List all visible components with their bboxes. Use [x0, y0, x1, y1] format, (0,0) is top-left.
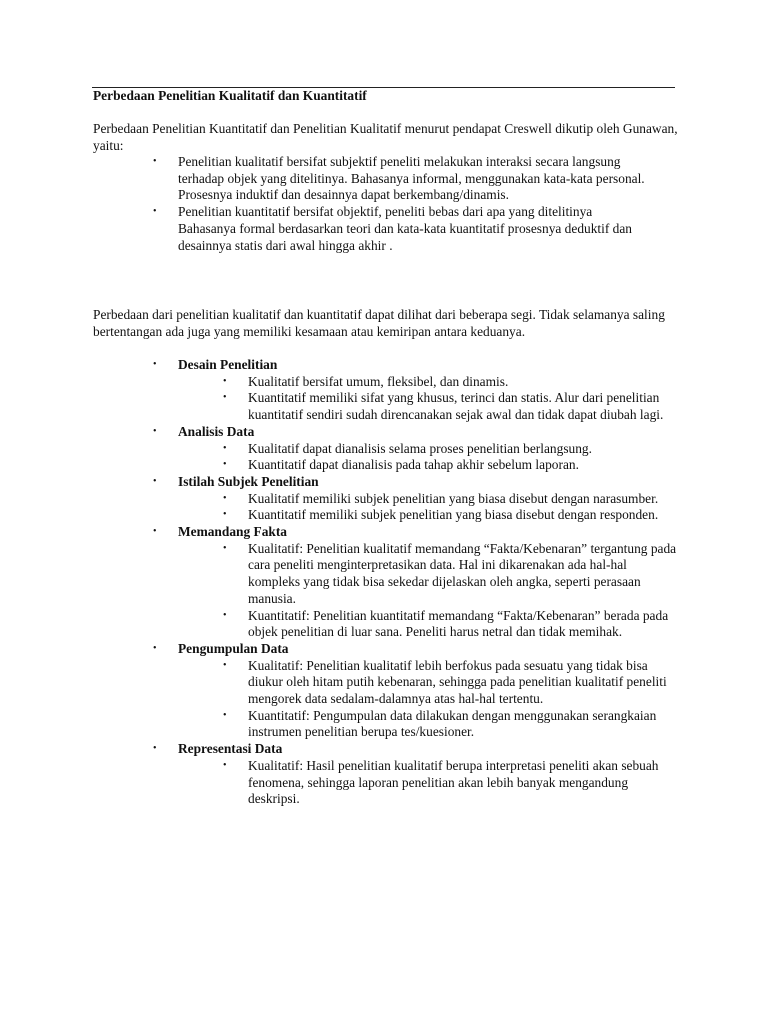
- bullet-icon: •: [153, 425, 157, 437]
- sub-list-item-text: Kuantitatif: Pengumpulan data dilakukan dengan menggunakan serangkaian instrumen penelitian berupa tes/kuesioner.: [248, 707, 657, 740]
- sub-list-item-text: Kualitatif: Penelitian kualitatif memandang “Fakta/Kebenaran” tergantung pada cara peneliti menginterpretasikan data. Hal ini dikarenakan ada hal-hal kompleks yang tidak bisa sekedar dijelaskan oleh angka, seperti perasaan manusia.: [248, 540, 677, 606]
- section-heading: [93, 357, 683, 374]
- bullet-icon: •: [153, 526, 157, 538]
- section-heading: [93, 641, 683, 658]
- bullet-icon: •: [223, 609, 227, 621]
- bullet-icon: •: [153, 475, 157, 487]
- bullet-icon: •: [153, 156, 157, 167]
- sub-list-item-text: Kualitatif dapat dianalisis selama proses penelitian berlangsung.: [248, 440, 592, 456]
- sub-list-item: [93, 390, 683, 423]
- list-item: [93, 154, 683, 204]
- section-heading: [93, 474, 683, 491]
- sub-list-item-text: Kuantitatif memiliki sifat yang khusus, terinci dan statis. Alur dari penelitian kuantitatif sendiri sudah direncanakan sejak awal dan tidak dapat diubah lagi.: [248, 390, 664, 423]
- sub-list-item: [93, 608, 683, 641]
- document-title: Perbedaan Penelitian Kualitatif dan Kuantitatif: [93, 88, 367, 103]
- section-heading-text: Pengumpulan Data: [178, 640, 289, 656]
- section-heading: [93, 424, 683, 441]
- bullet-icon: •: [223, 542, 227, 554]
- sub-list-item: [93, 658, 683, 708]
- section-heading: [93, 741, 683, 758]
- comparison-sections: [93, 357, 683, 808]
- list-item: [93, 204, 683, 254]
- bullet-icon: •: [223, 759, 227, 771]
- sub-list-item-text: Kualitatif: Hasil penelitian kualitatif berupa interpretasi peneliti akan sebuah fenomena, sehingga laporan penelitian akan lebih banyak mengandung deskripsi.: [248, 757, 659, 807]
- bullet-icon: •: [223, 459, 227, 471]
- sub-list-item: [93, 374, 683, 391]
- bullet-icon: •: [223, 709, 227, 721]
- sub-list-item: [93, 491, 683, 508]
- bullet-icon: •: [223, 492, 227, 504]
- intro-paragraph: Perbedaan Penelitian Kuantitatif dan Penelitian Kualitatif menurut pendapat Creswell dikutip oleh Gunawan, yaitu:: [93, 121, 678, 153]
- bullet-icon: •: [153, 206, 157, 218]
- sub-list-item: [93, 507, 683, 524]
- list-item-text: Penelitian kuantitatif bersifat objektif, peneliti bebas dari apa yang ditelitinya Bahasanya formal berdasarkan teori dan kata-kata kuantitatif prosesnya deduktif dan desainnya statis dari awal hingga akhir .: [178, 204, 632, 253]
- bullet-icon: •: [223, 392, 227, 404]
- sub-list-item: [93, 708, 683, 741]
- sub-list-item-text: Kualitatif memiliki subjek penelitian yang biasa disebut dengan narasumber.: [248, 490, 659, 506]
- sub-list-item: [93, 541, 683, 608]
- sub-list-item-text: Kuantitatif dapat dianalisis pada tahap akhir sebelum laporan.: [248, 457, 579, 473]
- bullet-icon: •: [153, 743, 157, 755]
- bullet-icon: •: [153, 642, 157, 654]
- section-heading: [93, 524, 683, 541]
- sub-list-item: [93, 441, 683, 458]
- bullet-icon: •: [223, 442, 227, 454]
- second-paragraph: Perbedaan dari penelitian kualitatif dan kuantitatif dapat dilihat dari beberapa segi. Tidak selamanya saling bertentangan ada juga yang memiliki kesamaan atau kemiripan antara keduanya.: [93, 307, 665, 339]
- sub-list-item-text: Kualitatif bersifat umum, fleksibel, dan dinamis.: [248, 373, 509, 389]
- sub-list-item: [93, 758, 683, 808]
- section-heading-text: Analisis Data: [178, 423, 255, 439]
- section-heading-text: Representasi Data: [178, 741, 283, 757]
- section-heading-text: Desain Penelitian: [178, 357, 278, 372]
- sub-list-item-text: Kuantitatif: Penelitian kuantitatif memandang “Fakta/Kebenaran” berada pada objek penelitian di luar sana. Peneliti harus netral dan tidak memihak.: [248, 607, 669, 640]
- sub-list-item: [93, 457, 683, 474]
- bullet-icon: •: [153, 359, 157, 370]
- sub-list-item-text: Kualitatif: Penelitian kualitatif lebih berfokus pada sesuatu yang tidak bisa diukur oleh hitam putih kebenaran, sehingga pada penelitian kualitatif peneliti mengorek data sedalam-dalamnya atas hal-hal tertentu.: [248, 657, 667, 707]
- bullet-icon: •: [223, 509, 227, 521]
- list-item-text: Penelitian kualitatif bersifat subjektif peneliti melakukan interaksi secara langsung terhadap objek yang ditelitinya. Bahasanya informal, menggunakan kata-kata personal. Prosesnya induktif dan desainnya dapat berkembang/dinamis.: [178, 154, 645, 203]
- intro-list: [93, 154, 683, 254]
- bullet-icon: •: [223, 375, 227, 387]
- section-heading-text: Memandang Fakta: [178, 524, 287, 540]
- sub-list-item-text: Kuantitatif memiliki subjek penelitian yang biasa disebut dengan responden.: [248, 507, 659, 523]
- bullet-icon: •: [223, 659, 227, 671]
- section-heading-text: Istilah Subjek Penelitian: [178, 473, 319, 489]
